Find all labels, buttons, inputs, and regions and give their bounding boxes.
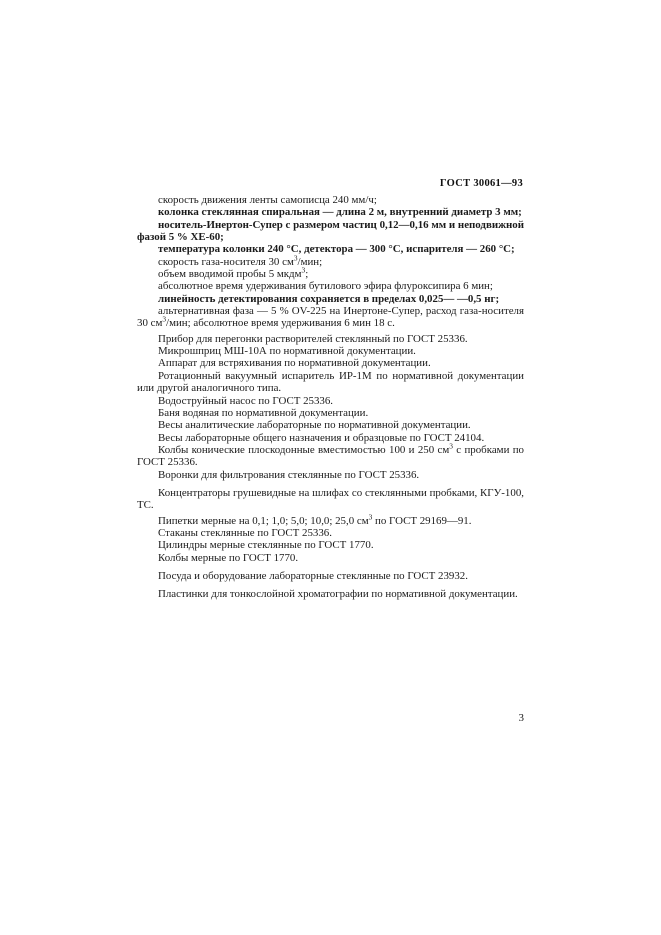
paragraph-analytical-balance: Весы аналитические лабораторные по нормативной документации.: [158, 419, 471, 432]
paragraph-graduated-pipettes: Пипетки мерные на 0,1; 1,0; 5,0; 10,0; 25,0 $см^3$ по ГОСТ 29169—91.: [158, 511, 472, 527]
paragraph-graduated-cylinders: Цилиндры мерные стеклянные по ГОСТ 1770.: [158, 539, 374, 552]
paragraph-pear-shaped-concentrators: Концентраторы грушевидные на шлифах со стеклянными пробками, КГУ-100, ТС.: [137, 486, 524, 512]
paragraph-laboratory-glassware: Посуда и оборудование лабораторные стеклянные по ГОСТ 23932.: [158, 569, 468, 582]
paragraph-carrier-inerton-super: носитель-Инертон-Супер с размером частиц 0,12—0,16 мм и неподвижной фазой 5 % ХЕ-60;: [137, 218, 524, 244]
paragraph-shaking-apparatus: Аппарат для встряхивания по нормативной документации.: [158, 357, 431, 370]
paragraph-absolute-retention-time: абсолютное время удерживания бутилового эфира флуроксипира 6 мин;: [158, 280, 493, 293]
body-text-column: [137, 194, 524, 601]
paragraph-alternative-phase: альтернативная фаза — 5 % OV-225 на Инертоне-Супер, расход газа-носителя 30 $см^3$/мин; абсолютное время удерживания 6 мин 18 с.: [137, 305, 524, 330]
paragraph-water-jet-pump: Водоструйный насос по ГОСТ 25336.: [158, 394, 334, 407]
standard-designation-header: ГОСТ 30061—93: [439, 178, 523, 189]
paragraph-glass-spiral-column: колонка стеклянная спиральная — длина 2 м, внутренний диаметр 3 мм;: [158, 206, 522, 219]
paragraph-filtering-funnels: Воронки для фильтрования стеклянные по ГОСТ 25336.: [158, 468, 420, 481]
paragraph-solvent-distillation-apparatus: Прибор для перегонки растворителей стеклянный по ГОСТ 25336.: [158, 332, 468, 345]
paragraph-general-purpose-balance: Весы лабораторные общего назначения и образцовые по ГОСТ 24104.: [158, 431, 485, 444]
paragraph-rotary-vacuum-evaporator: Ротационный вакуумный испаритель ИР-1М по нормативной документации или другой аналогичного типа.: [137, 369, 524, 395]
paragraph-microsyringe: Микрошприц МШ-10А по нормативной документации.: [158, 345, 416, 358]
paragraph-volumetric-flasks: Колбы мерные по ГОСТ 1770.: [158, 551, 299, 564]
paragraph-conical-flat-bottom-flasks: Колбы конические плоскодонные вместимостью 100 и 250 $см^3$ с пробками по ГОСТ 25336.: [137, 441, 525, 469]
paragraph-recorder-speed: скорость движения ленты самописца 240 мм/ч;: [158, 194, 377, 206]
page-number: 3: [518, 712, 524, 724]
paragraph-tlc-plates: Пластинки для тонкослойной хроматографии по нормативной документации.: [158, 588, 518, 601]
paragraph-detection-linearity: линейность детектирования сохраняется в пределах 0,025— —0,5 нг;: [158, 292, 500, 305]
paragraph-temperatures: температура колонки 240 °С, детектора — 300 °С, испарителя — 260 °С;: [158, 243, 515, 256]
paragraph-carrier-gas-flow: скорость газа-носителя 30 $см^3$/мин;: [158, 253, 323, 268]
paragraph-sample-volume: объем вводимой пробы 5 мкдм$^3$;: [158, 265, 309, 281]
paragraph-water-bath: Баня водяная по нормативной документации.: [158, 406, 369, 419]
paragraph-glass-beakers: Стаканы стеклянные по ГОСТ 25336.: [158, 526, 332, 539]
